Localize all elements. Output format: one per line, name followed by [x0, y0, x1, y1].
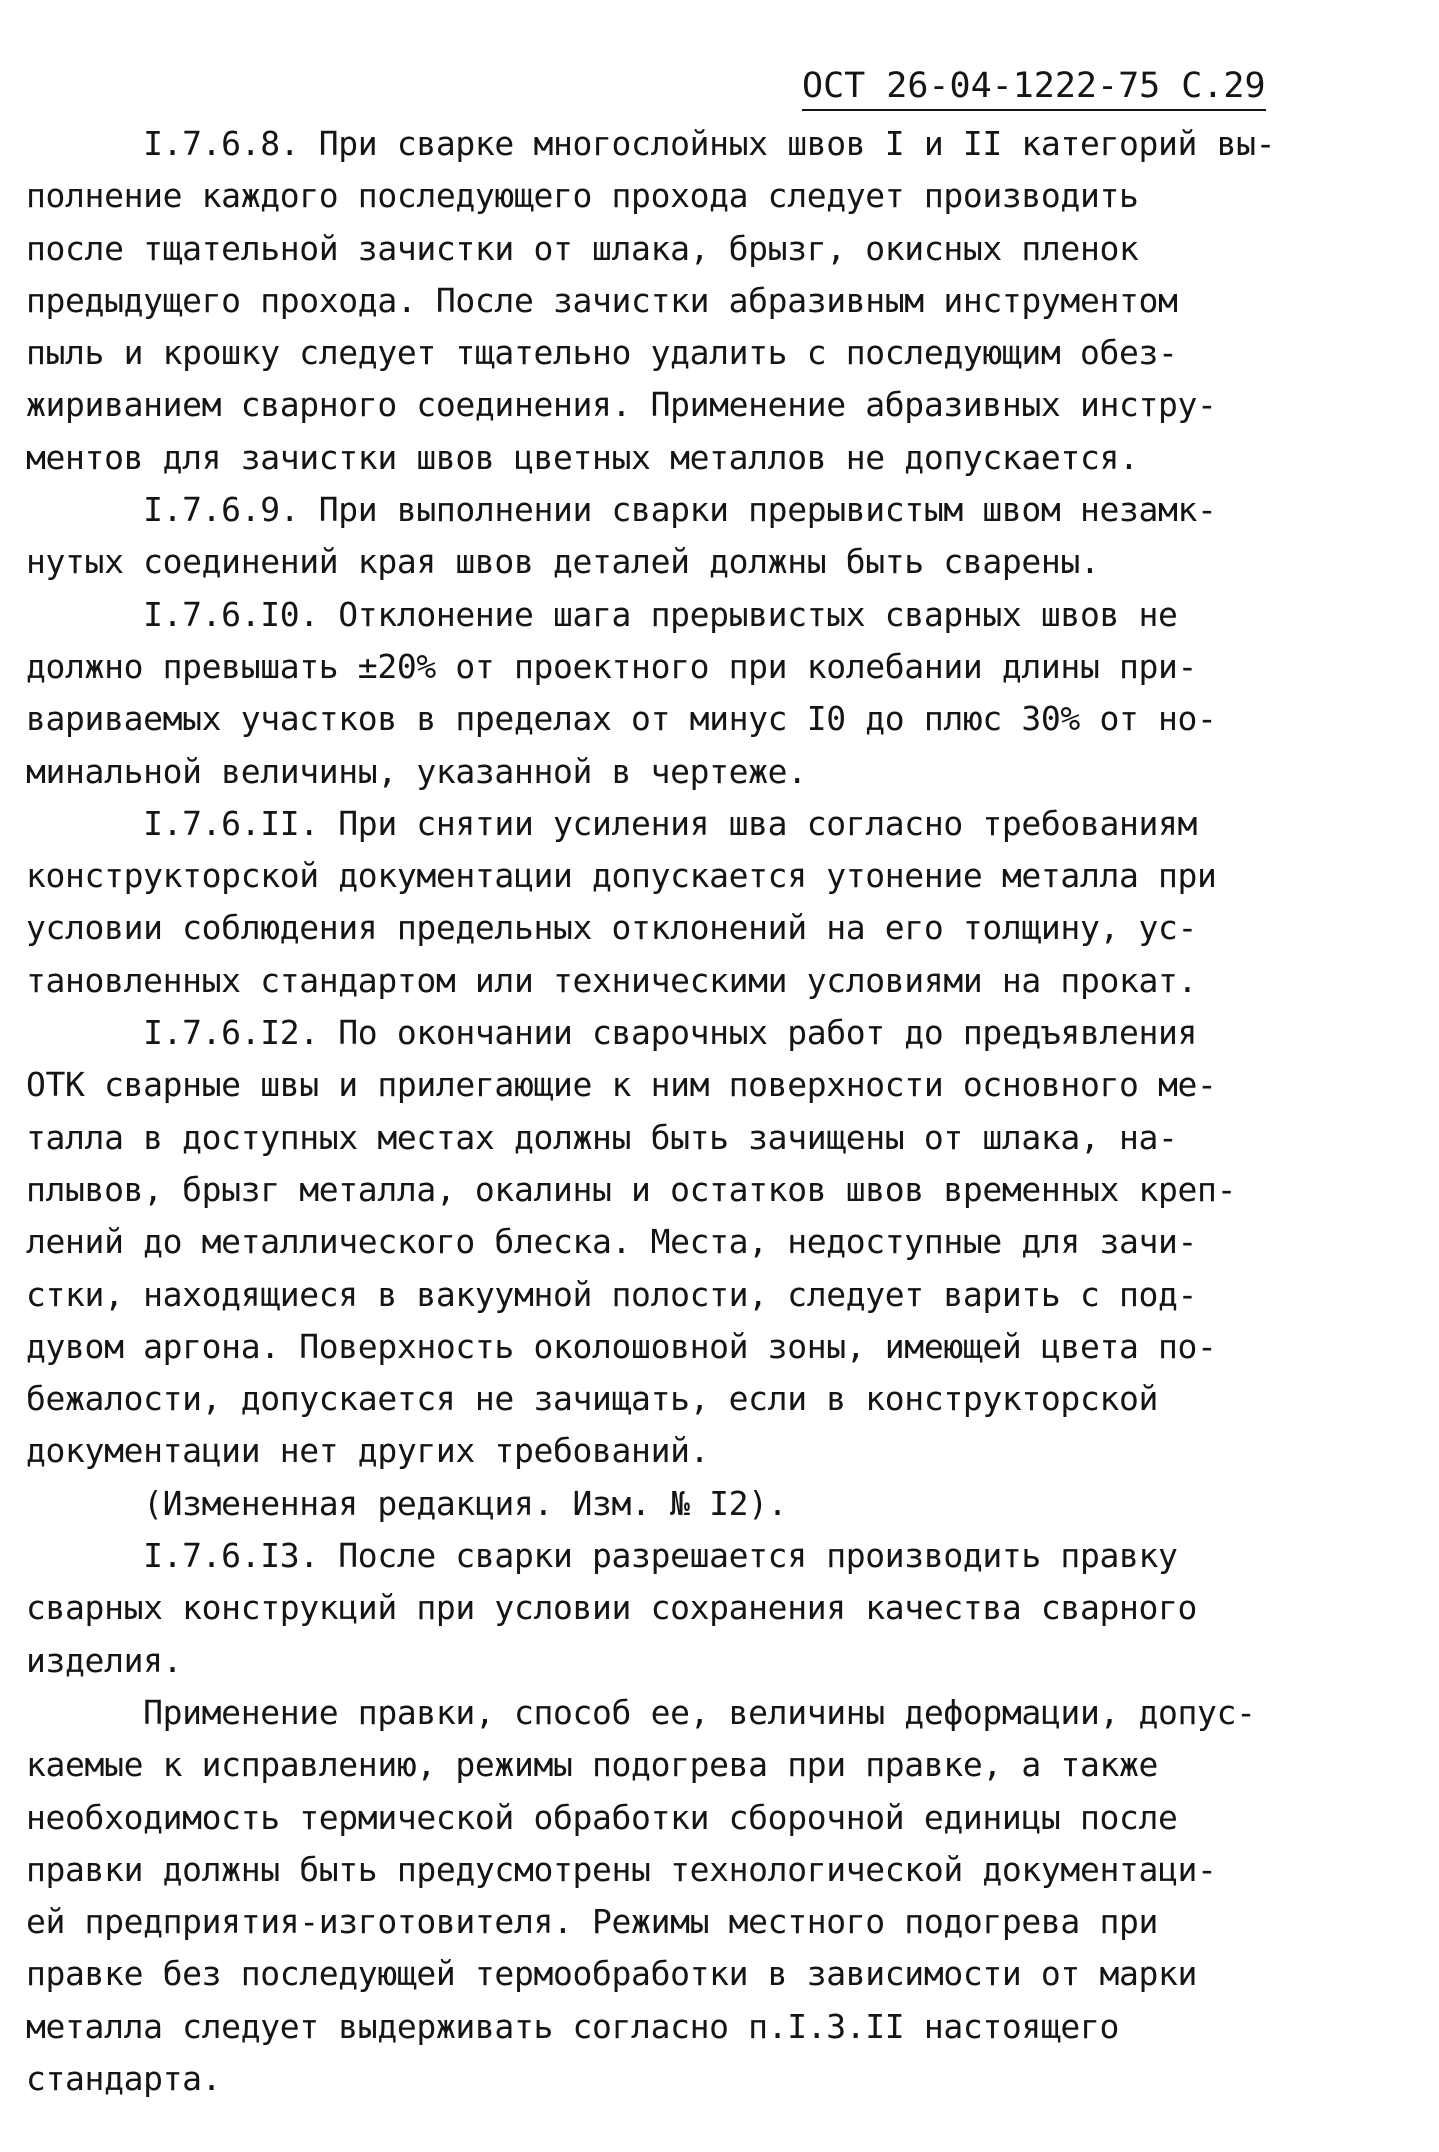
text-line: правке без последующей термообработки в зависимости от марки: [26, 1954, 1198, 1994]
text-line: после тщательной зачистки от шлака, брызг, окисных пленок: [26, 228, 1139, 268]
text-line: изделия.: [26, 1640, 183, 1680]
text-line: плывов, брызг металла, окалины и остатков швов временных креп-: [26, 1169, 1237, 1209]
text-line: условии соблюдения предельных отклонений на его толщину, ус-: [26, 908, 1198, 948]
text-line: дувом аргона. Поверхность околошовной зоны, имеющей цвета по-: [26, 1326, 1217, 1366]
text-line: ей предприятия-изготовителя. Режимы местного подогрева при: [26, 1902, 1159, 1942]
text-line: тановленных стандартом или техническими условиями на прокат.: [26, 960, 1198, 1000]
text-line: правки должны быть предусмотрены технологической документаци-: [26, 1849, 1217, 1889]
text-line: предыдущего прохода. После зачистки абразивным инструментом: [26, 280, 1178, 320]
text-line: (Измененная редакция. Изм. № I2).: [26, 1483, 788, 1523]
text-line: необходимость термической обработки сборочной единицы после: [26, 1797, 1178, 1837]
text-line: лений до металлического блеска. Места, недоступные для зачи-: [26, 1222, 1198, 1262]
text-line: конструкторской документации допускается утонение металла при: [26, 856, 1217, 896]
text-line: стки, находящиеся в вакуумной полости, следует варить с под-: [26, 1274, 1198, 1314]
text-line: каемые к исправлению, режимы подогрева при правке, а также: [26, 1745, 1159, 1785]
text-line: талла в доступных местах должны быть зачищены от шлака, на-: [26, 1117, 1178, 1157]
text-line: жириванием сварного соединения. Применение абразивных инстру-: [26, 385, 1217, 425]
text-line: стандарта.: [26, 2058, 222, 2098]
text-line: I.7.6.I0. Отклонение шага прерывистых сварных швов не: [26, 594, 1178, 634]
text-line: ОТК сварные швы и прилегающие к ним поверхности основного ме-: [26, 1065, 1217, 1105]
text-line: сварных конструкций при условии сохранения качества сварного: [26, 1588, 1198, 1628]
text-line: документации нет других требований.: [26, 1431, 710, 1471]
document-body: [26, 118, 1316, 2105]
text-line: бежалости, допускается не зачищать, если в конструкторской: [26, 1379, 1159, 1419]
text-line: I.7.6.9. При выполнении сварки прерывистым швом незамк-: [26, 490, 1217, 530]
text-line: нутых соединений края швов деталей должны быть сварены.: [26, 542, 1100, 582]
text-line: должно превышать ±20% от проектного при колебании длины при-: [26, 646, 1198, 686]
text-line: Применение правки, способ ее, величины деформации, допус-: [26, 1692, 1256, 1732]
text-line: пыль и крошку следует тщательно удалить с последующим обез-: [26, 333, 1178, 373]
text-line: металла следует выдерживать согласно п.I.3.II настоящего: [26, 2006, 1119, 2046]
text-line: ментов для зачистки швов цветных металлов не допускается.: [26, 437, 1139, 477]
text-line: I.7.6.8. При сварке многослойных швов I и II категорий вы-: [26, 124, 1276, 163]
text-line: полнение каждого последующего прохода следует производить: [26, 176, 1139, 216]
text-line: вариваемых участков в пределах от минус I0 до плюс 30% от но-: [26, 699, 1217, 739]
text-line: I.7.6.I3. После сварки разрешается производить правку: [26, 1536, 1178, 1576]
text-line: I.7.6.II. При снятии усиления шва согласно требованиям: [26, 803, 1198, 843]
document-reference-header: ОСТ 26-04-1222-75 С.29: [802, 66, 1266, 111]
text-line: I.7.6.I2. По окончании сварочных работ до предъявления: [26, 1013, 1198, 1053]
text-line: минальной величины, указанной в чертеже.: [26, 751, 807, 791]
